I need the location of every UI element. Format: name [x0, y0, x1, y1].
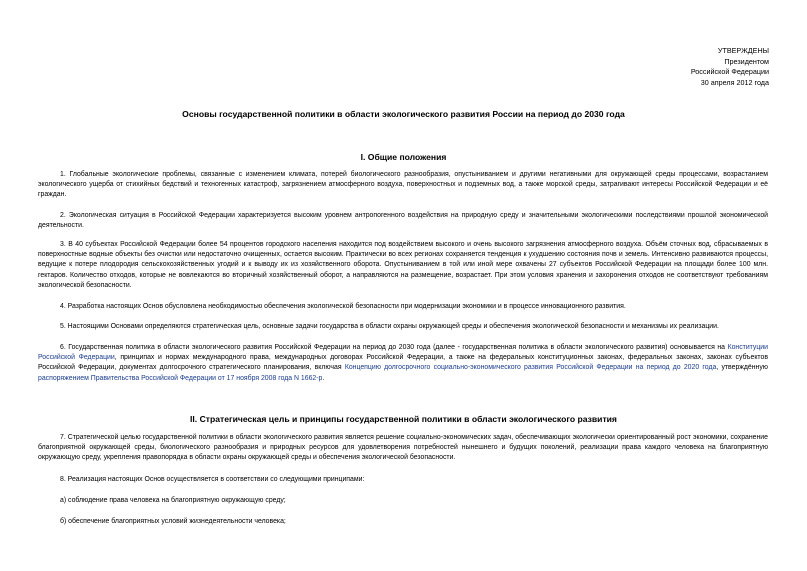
approval-line-country: Российской Федерации [690, 67, 769, 77]
paragraph-4: 4. Разработка настоящих Основ обусловлена необходимостью обеспечения экологической безопасности при модернизации экономики и в процессе инновационного развития. [60, 303, 626, 310]
constitution-link[interactable]: Конституции Российской Федерации [38, 344, 768, 362]
approval-stamp [691, 46, 769, 88]
paragraph-3: 3. В 40 субъектах Российской Федерации более 54 процентов городского населения находится под воздействием высокого и очень высокого загрязнения атмосферного воздуха. Объём сточных вод, сбрасываемых в поверхностные водные объекты без очистки или недостаточно очищенных, остается высоким. Практически во всех регионах сохраняется тенденция к ухудшению состояния почв и земель. Интенсивно развиваются процессы, ведущие к потере плодородия сельскохозяйственных угодий и к выводу их из хозяйственного оборота. Опустыниванием в той или иной мере охвачены 27 субъектов Российской Федерации на площади более 100 млн. гектаров. Количество отходов, которые не вовлекаются во вторичный хозяйственный оборот, а направляются на размещение, возрастает. При этом условия хранения и захоронения отходов не соответствуют требованиям экологической безопасности. [38, 241, 768, 289]
paragraph-principle-a: а) соблюдение права человека на благоприятную окружающую среду; [60, 497, 286, 504]
concept-2020-link[interactable]: Концепцию долгосрочного социально-экономического развития Российской Федерации на период до 2020 года [344, 364, 717, 372]
paragraph-8: 8. Реализация настоящих Основ осуществляется в соответствии со следующими принципами: [60, 476, 365, 483]
approval-line-approved: УТВЕРЖДЕНЫ [717, 46, 769, 55]
section-heading-general: I. Общие положения [360, 152, 447, 162]
paragraph-principle-b: б) обеспечение благоприятных условий жизнедеятельности человека; [60, 518, 286, 525]
approval-line-president: Президентом [724, 56, 769, 66]
paragraph-5: 5. Настоящими Основами определяются стратегическая цель, основные задачи государства в области охраны окружающей среды и обеспечения экологической безопасности и механизмы их реализации. [60, 323, 719, 330]
paragraph-6-text-b: , принципах и нормах международного права, международных договорах Российской Федерации, а также на федеральных конституционных законах, федеральных законах, законах субъектов Российской Федерации, документах долгосрочного стратегического планирования, включая [38, 354, 768, 372]
paragraph-6-text-a: 6. Государственная политика в области экологического развития Российской Федерации на период до 2030 года (далее - государственная политика в области экологического развития) основывается на [60, 344, 728, 351]
paragraph-1: 1. Глобальные экологические проблемы, связанные с изменением климата, потерей биологического разнообразия, опустыниванием и другими негативными для окружающей среды процессами, возрастанием экологического ущерба от стихийных бедствий и техногенных катастроф, загрязнением атмосферного воздуха, поверхностных и подземных вод, а также морской среды, затрагивают интересы Российской Федерации и её граждан. [38, 171, 768, 199]
paragraph-7: 7. Стратегической целью государственной политики в области экологического развития является решение социально-экономических задач, обеспечивающих экологически ориентированный рост экономики, сохранение благоприятной окружающей среды, биологического разнообразия и природных ресурсов для удовлетворения потребностей нынешнего и будущих поколений, реализации права каждого человека на благоприятную окружающую среду, укрепления правопорядка в области охраны окружающей среды и обеспечения экологической безопасности. [38, 434, 768, 462]
document-title: Основы государственной политики в области экологического развития России на период до 2030 года [182, 109, 625, 119]
section-heading-strategic-goal: II. Стратегическая цель и принципы государственной политики в области экологического развития [190, 414, 617, 424]
paragraph-6 [38, 343, 768, 384]
paragraph-2: 2. Экологическая ситуация в Российской Федерации характеризуется высоким уровнем антропогенного воздействия на природную среду и значительными экологическими последствиями прошлой экономической деятельности. [38, 212, 768, 230]
approval-line-date: 30 апреля 2012 года [700, 77, 769, 87]
paragraph-6-text-d: . [322, 374, 325, 382]
government-order-link[interactable]: распоряжением Правительства Российской Федерации от 17 ноября 2008 года N 1662-р [38, 374, 323, 382]
paragraph-6-text-c: , утверждённую [716, 364, 768, 372]
